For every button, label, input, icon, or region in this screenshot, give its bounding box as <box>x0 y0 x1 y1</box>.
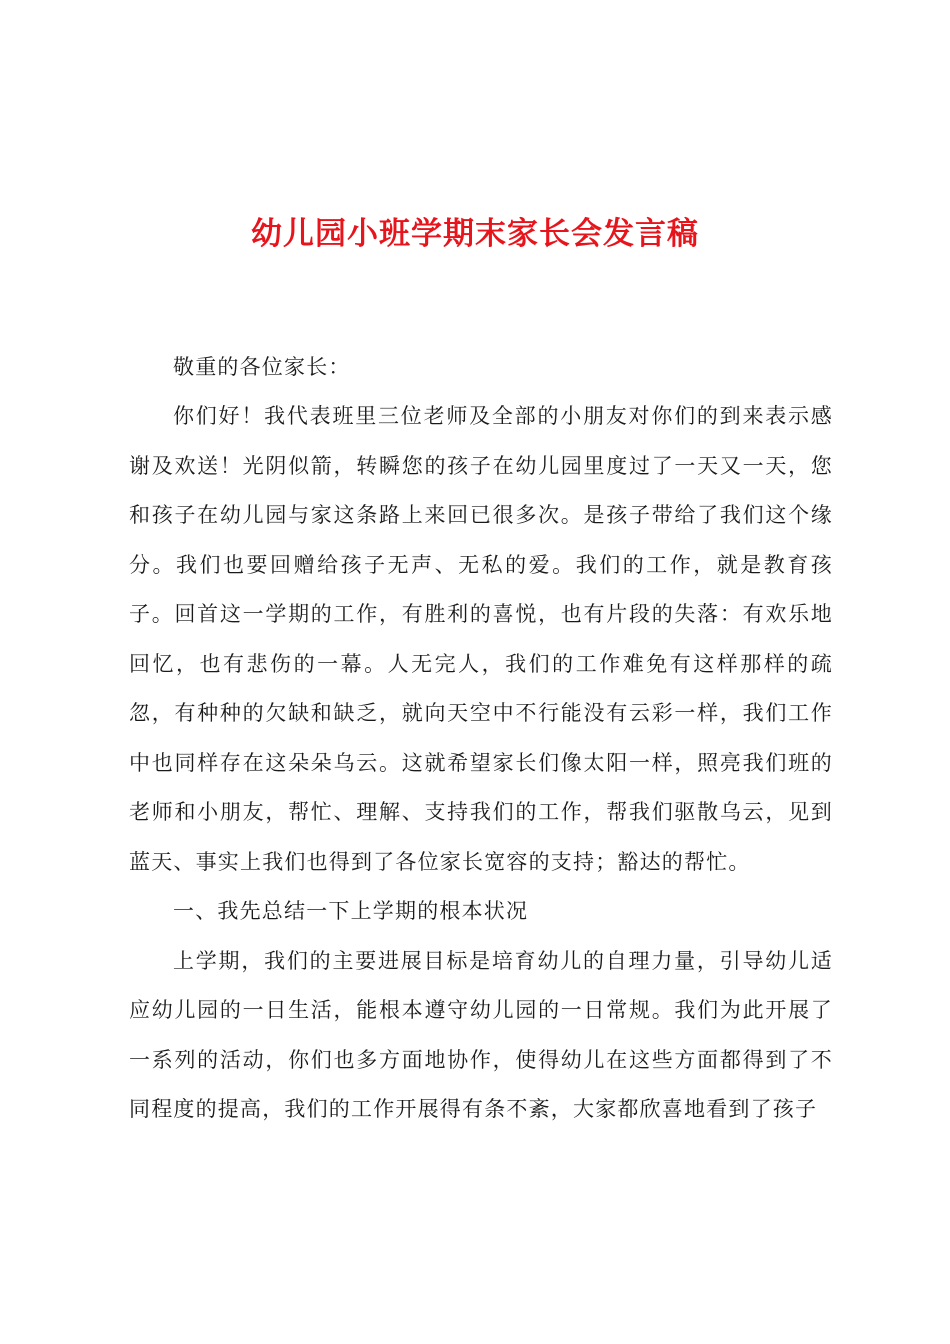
greeting-block <box>129 343 833 393</box>
body-content <box>129 392 833 1135</box>
paragraph-summary: 上学期，我们的主要进展目标是培育幼儿的自理力量，引导幼儿适应幼儿园的一日生活，能根本遵守幼儿园的一日常规。我们为此开展了一系列的活动，你们也多方面地协作，使得幼儿在这些方面都得到了不同程度的提高，我们的工作开展得有条不紊，大家都欣喜地看到了孩子 <box>129 948 833 1121</box>
page-title: 幼儿园小班学期末家长会发言稿 <box>251 216 699 252</box>
paragraph-welcome: 你们好！我代表班里三位老师及全部的小朋友对你们的到来表示感谢及欢送！光阴似箭，转瞬您的孩子在幼儿园里度过了一天又一天，您和孩子在幼儿园与家这条路上来回已很多次。是孩子带给了我们这个缘分。我们也要回赠给孩子无声、无私的爱。我们的工作，就是教育孩子。回首这一学期的工作，有胜利的喜悦，也有片段的失落：有欢乐地回忆，也有悲伤的一幕。人无完人，我们的工作难免有这样那样的疏忽，有种种的欠缺和缺乏，就向天空中不行能没有云彩一样，我们工作中也同样存在这朵朵乌云。这就希望家长们像太阳一样，照亮我们班的老师和小朋友，帮忙、理解、支持我们的工作，帮我们驱散乌云，见到蓝天、事实上我们也得到了各位家长宽容的支持；豁达的帮忙。 <box>129 404 833 874</box>
section-heading-summary: 一、我先总结一下上学期的根本状况 <box>173 899 529 923</box>
greeting-line: 敬重的各位家长： <box>173 355 351 379</box>
